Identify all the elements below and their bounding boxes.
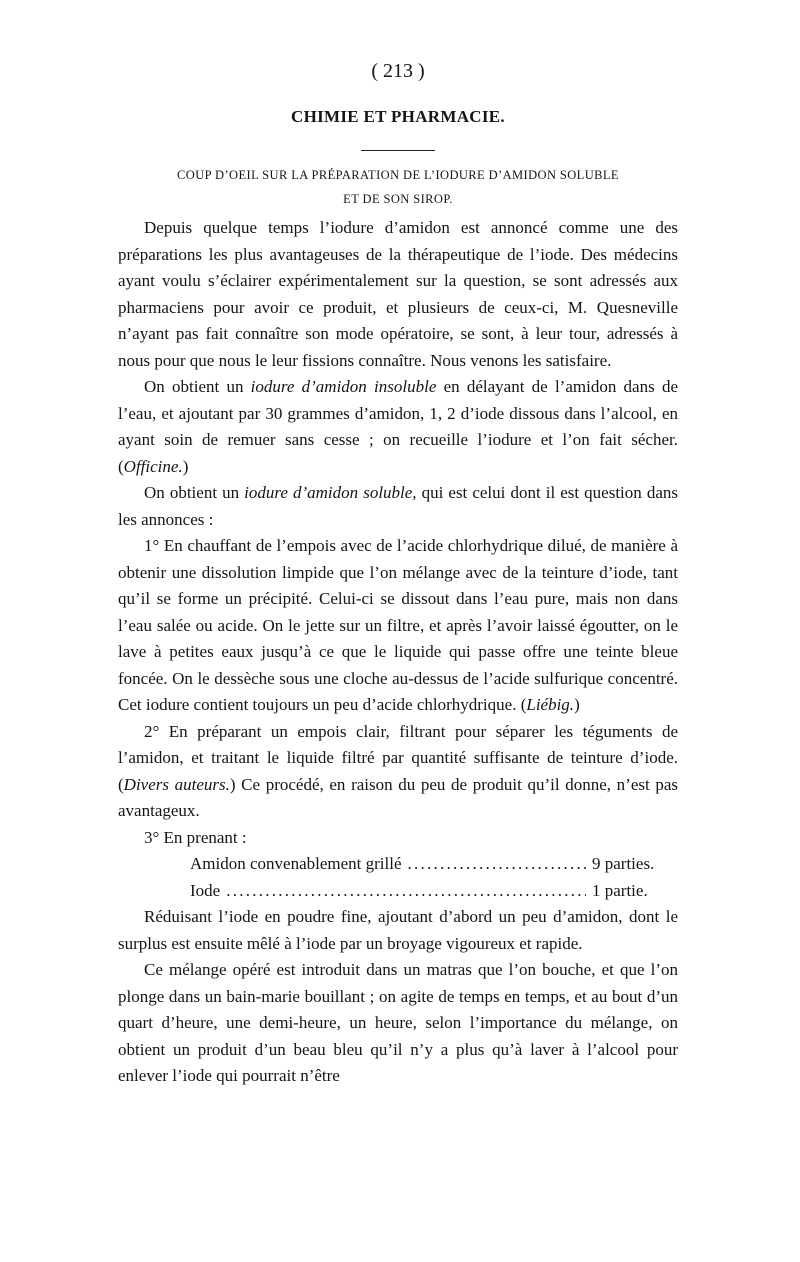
- recipe-list: [118, 851, 678, 904]
- text: ): [182, 456, 189, 476]
- text: en délayant de l’amidon dans de l’eau, et ajoutant par 30 grammes d’amidon, 1, 2 d’iode dissous dans l’alcool, en ayant soin de remuer sans cesse ; on recueille l’iodure et l’on fait sécher. (: [118, 377, 678, 476]
- title-divider: [361, 150, 435, 151]
- leader-dots: [408, 851, 587, 878]
- paragraph-insoluble: [118, 374, 678, 480]
- source-liebig: Liébig.: [526, 695, 575, 714]
- term-soluble: iodure d’amidon soluble,: [244, 483, 417, 502]
- recipe-line: [118, 878, 678, 905]
- text: qui est celui dont il est question dans les annonces :: [118, 483, 678, 529]
- article-title-line-2: ET DE SON SIROP.: [343, 192, 453, 206]
- leader-dots: [226, 878, 586, 905]
- article-body: [118, 215, 678, 1090]
- recipe-ingredient: Amidon convenablement grillé: [190, 854, 402, 873]
- recipe-quantity: 9 parties.: [592, 854, 655, 873]
- text: 1° En chauffant de l’empois avec de l’acide chlorhydrique dilué, de manière à obtenir une dissolution limpide que l’on mélange avec de la teinture d’iode, tant qu’il se forme un précipité. Celui-ci se dissout dans l’eau pure, mais non dans l’eau salée ou acide. On le jette sur un filtre, et après l’avoir laissé égoutter, on le lave à petites eaux jusqu’à ce que le liquide qui passe offre une teinte bleue foncée. On le dessèche sous une cloche au-dessus de l’acide sulfurique concentré. Cet iodure contient toujours un peu d’acide chlorhydrique. (: [118, 536, 678, 714]
- text: On obtient un: [144, 483, 245, 502]
- term-insoluble: iodure d’amidon insoluble: [250, 377, 437, 396]
- recipe-quantity: 1 partie.: [592, 880, 648, 900]
- recipe-ingredient: Iode: [190, 880, 221, 900]
- paragraph-mix: Ce mélange opéré est introduit dans un matras que l’on bouche, et que l’on plonge dans un bain-marie bouillant ; on agite de temps en temps, et au bout d’un quart d’heure, une demi-heure, un heure, selon l’importance du mélange, on obtient un produit d’un beau bleu qu’il n’y a plus qu’à laver à l’alcool pour enlever l’iode qui pourrait n’être: [118, 960, 678, 1085]
- page-number: ( 213 ): [371, 60, 425, 82]
- paragraph-method-2: [118, 719, 678, 825]
- text: ) Ce procédé, en raison du peu de produit qu’il donne, n’est pas avantageux.: [118, 774, 678, 820]
- article-title: [118, 163, 678, 211]
- recipe-line: [118, 851, 678, 878]
- text: ): [574, 695, 580, 714]
- paragraph-method-1: [118, 533, 678, 719]
- source-divers-auteurs: Divers auteurs.: [123, 774, 230, 794]
- paragraph-reduce: Réduisant l’iode en poudre fine, ajoutant d’abord un peu d’amidon, dont le surplus est ensuite mêlé à l’iode par un broyage vigoureux et rapide.: [118, 907, 678, 953]
- section-title: CHIMIE ET PHARMACIE.: [291, 107, 505, 126]
- text: On obtient un: [144, 377, 251, 396]
- paragraph-intro: Depuis quelque temps l’iodure d’amidon est annoncé comme une des préparations les plus avantageuses de la thérapeutique de l’iode. Des médecins ayant voulu s’éclairer expérimentalement sur la question, se sont adressés aux pharmaciens pour avoir ce produit, et plusieurs de ceux-ci, M. Quesneville n’ayant pas fait connaître son mode opératoire, se sont, à leur tour, adressés à nous pour que nous le leur fissions connaître. Nous venons les satisfaire.: [118, 218, 678, 370]
- paragraph-method-3: 3° En prenant :: [144, 827, 247, 847]
- text: 2° En préparant un empois clair, filtrant pour séparer les téguments de l’amidon, et traitant le liquide filtré par quantité suffisante de teinture d’iode. (: [118, 721, 678, 794]
- paragraph-soluble: [118, 480, 678, 533]
- source-officine: Officine.: [123, 456, 183, 476]
- article-title-line-1: COUP D’OEIL SUR LA PRÉPARATION DE L’IODURE D’AMIDON SOLUBLE: [177, 168, 619, 182]
